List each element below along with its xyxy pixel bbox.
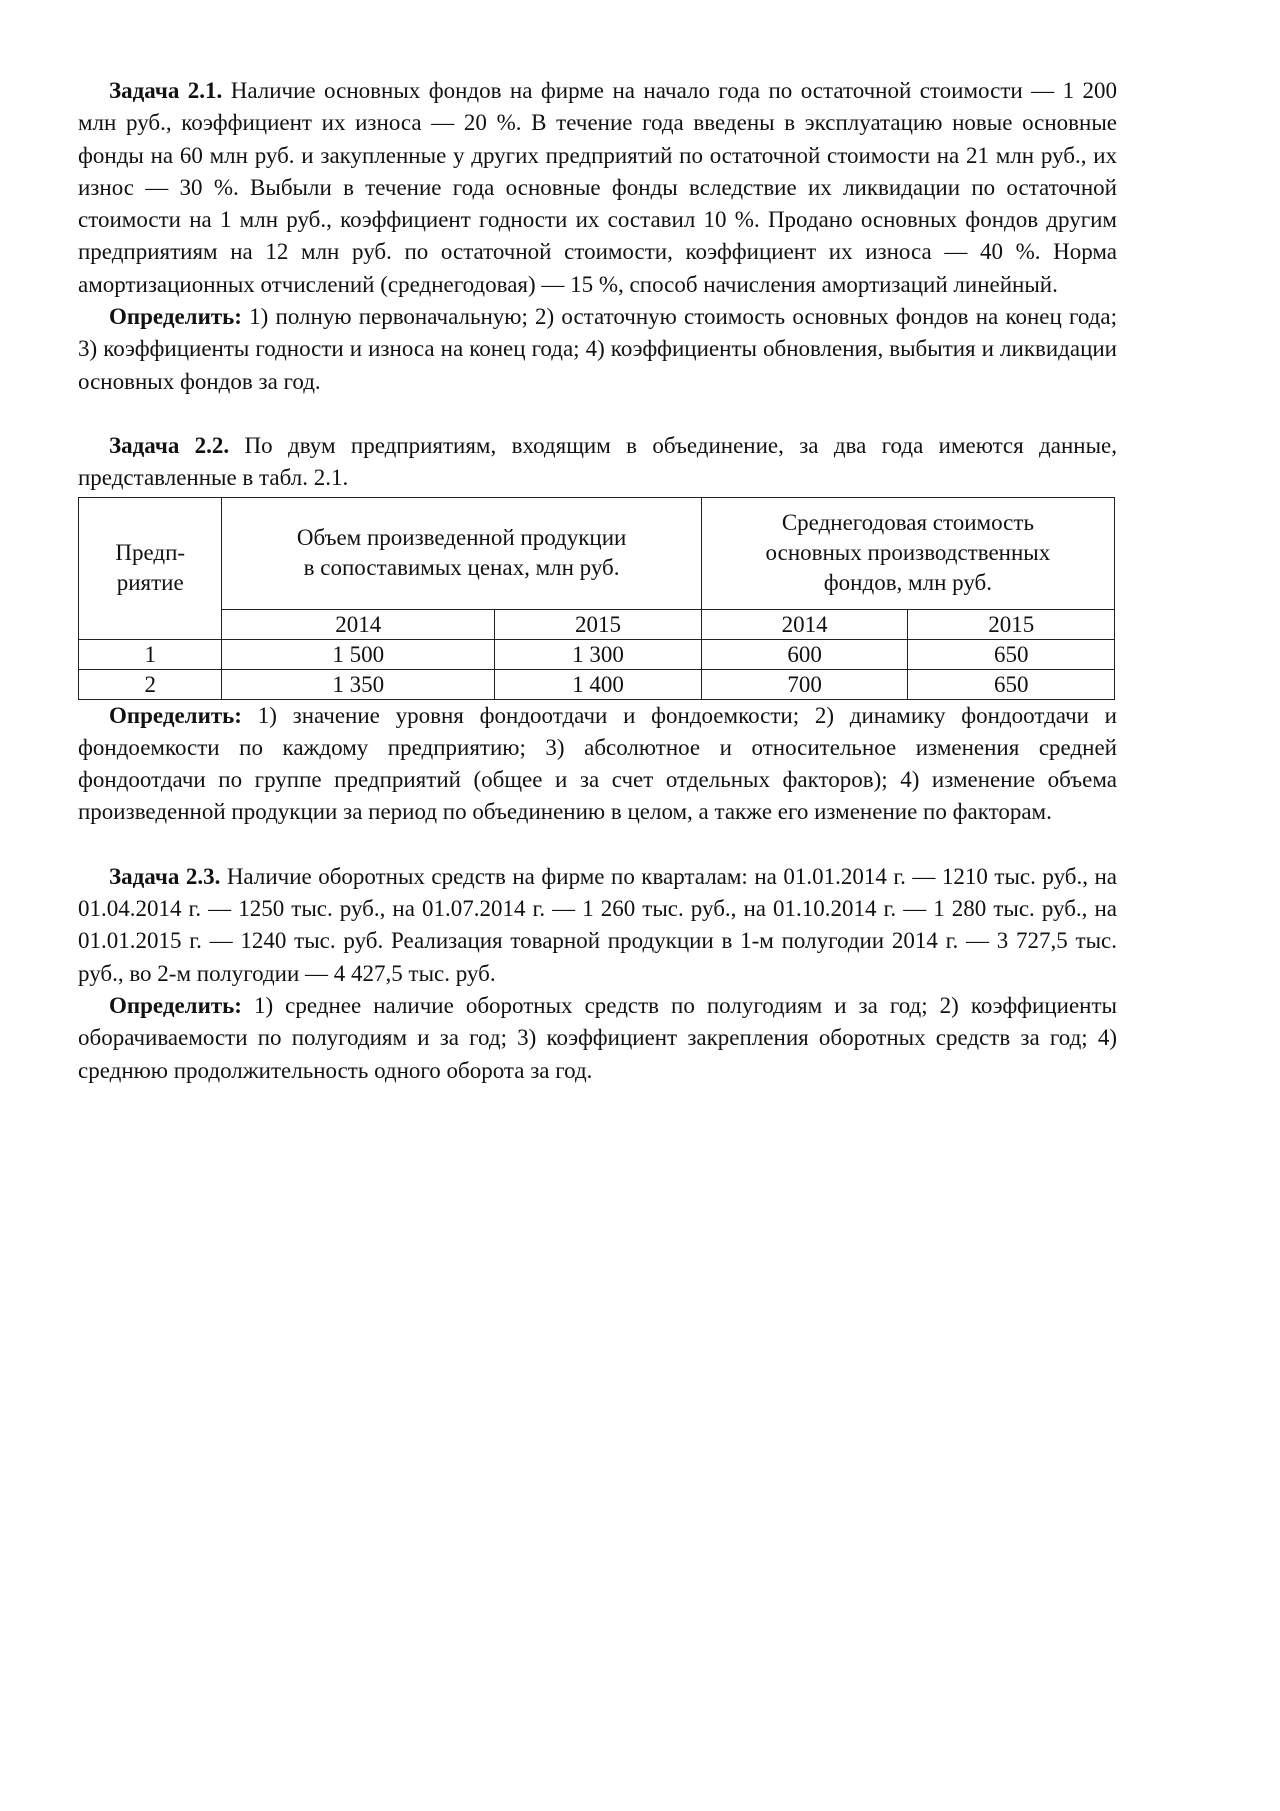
task-2-2-question-label: Определить: — [109, 702, 242, 728]
header-year: 2015 — [495, 609, 702, 639]
header-enterprise-line-2: риятие — [116, 570, 184, 596]
task-2-2-label: Задача 2.2. — [109, 432, 230, 458]
table-cell: 700 — [701, 669, 908, 699]
header-assets-line-1: Среднегодовая стоимость — [781, 510, 1034, 536]
table-cell: 1 400 — [495, 669, 702, 699]
header-year: 2014 — [222, 609, 495, 639]
task-2-1-question — [78, 301, 1117, 398]
task-2-2-paragraph — [78, 430, 1117, 495]
task-2-2-question — [78, 700, 1117, 829]
table-cell: 1 — [79, 639, 222, 669]
header-volume — [222, 497, 701, 609]
table-cell: 600 — [701, 639, 908, 669]
table-row — [79, 669, 1115, 699]
task-2-3-paragraph — [78, 861, 1117, 990]
table-cell: 1 500 — [222, 639, 495, 669]
spacer — [78, 398, 1117, 430]
header-assets-line-2: основных производственных — [765, 540, 1051, 566]
task-2-3-question — [78, 990, 1117, 1087]
header-enterprise-line-1: Предп- — [115, 540, 186, 566]
table-cell: 1 350 — [222, 669, 495, 699]
table-cell: 1 300 — [495, 639, 702, 669]
header-year: 2015 — [908, 609, 1115, 639]
task-2-3-label: Задача 2.3. — [109, 863, 221, 889]
task-2-1-question-text: 1) полную первоначальную; 2) остаточную стоимость основных фондов на конец года; 3) коэффициенты годности и износа на конец года; 4) коэффициенты обновления, выбытия и ликвидации основных фондов за год. — [78, 304, 1117, 394]
task-2-2-text: По двум предприятиям, входящим в объединение, за два года имеются данные, представленные в табл. 2.1. — [78, 432, 1117, 491]
task-2-1-paragraph — [78, 75, 1117, 301]
task-2-1-text: Наличие основных фондов на фирме на начало года по остаточной стоимости — 1 200 млн руб., коэффициент их износа — 20 %. В течение года введены в эксплуатацию новые основные фонды на 60 млн руб. и закупленные у других предприятий по остаточной стоимости на 21 млн руб., их износ — 30 %. Выбыли в течение года основные фонды вследствие их ликвидации по остаточной стоимости на 1 млн руб., коэффициент годности их составил 10 %. Продано основных фондов другим предприятиям на 12 млн руб. по остаточной стоимости, коэффициент их износа — 40 %. Норма амортизационных отчислений (среднегодовая) — 15 %, способ начисления амортизаций линейный. — [78, 78, 1118, 297]
task-2-1-question-label: Определить: — [109, 304, 242, 330]
table-row — [79, 639, 1115, 669]
table-cell: 650 — [908, 639, 1115, 669]
table-cell: 2 — [79, 669, 222, 699]
task-2-3-text: Наличие оборотных средств на фирме по кварталам: на 01.01.2014 г. — 1210 тыс. руб., на 01.04.2014 г. — 1250 тыс. руб., на 01.07.2014 г. — 1 260 тыс. руб., на 01.10.2014 г. — 1 280 тыс. руб., на 01.01.2015 г. — 1240 тыс. руб. Реализация товарной продукции в 1-м полугодии 2014 г. — 3 727,5 тыс. руб., во 2-м полугодии — 4 427,5 тыс. руб. — [78, 863, 1117, 986]
header-assets — [701, 497, 1114, 609]
header-year: 2014 — [701, 609, 908, 639]
task-2-3-question-label: Определить: — [109, 992, 242, 1018]
header-enterprise — [79, 497, 222, 639]
header-assets-line-3: фондов, млн руб. — [823, 570, 992, 596]
task-2-3-question-text: 1) среднее наличие оборотных средств по полугодиям и за год; 2) коэффициенты оборачиваемости по полугодиям и за год; 3) коэффициент закрепления оборотных средств за год; 4) среднюю продолжительность одного оборота за год. — [78, 992, 1117, 1083]
task-2-2-question-text: 1) значение уровня фондоотдачи и фондоемкости; 2) динамику фондоотдачи и фондоемкости по каждому предприятию; 3) абсолютное и относительное изменения средней фондоотдачи по группе предприятий (общее и за счет отдельных факторов); 4) изменение объема произведенной продукции за период по объединению в целом, а также его изменение по факторам. — [78, 702, 1117, 825]
data-table-2-1 — [78, 497, 1115, 700]
header-volume-line-1: Объем произведенной продукции — [296, 525, 627, 551]
task-2-1-label: Задача 2.1. — [109, 78, 223, 103]
header-volume-line-2: в сопоставимых ценах, млн руб. — [303, 555, 620, 581]
table-cell: 650 — [908, 669, 1115, 699]
spacer — [78, 829, 1117, 861]
